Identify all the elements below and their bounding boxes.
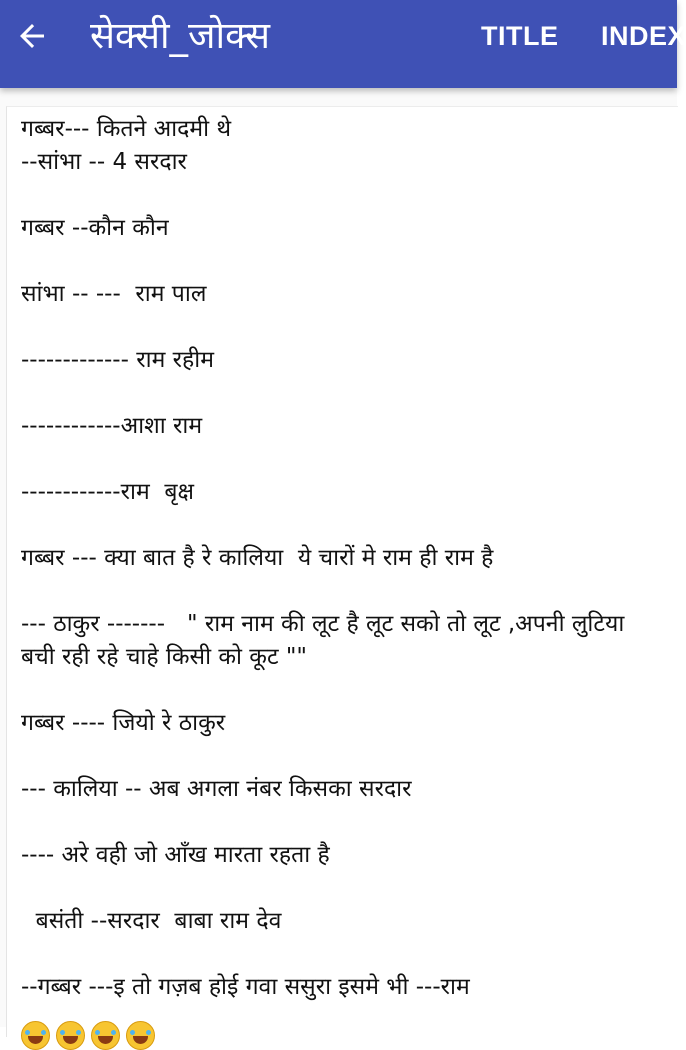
tears-of-joy-emoji: [91, 1021, 120, 1050]
title-action-button[interactable]: TITLE: [481, 21, 559, 51]
tears-of-joy-emoji: [126, 1021, 155, 1050]
page-title: सेक्सी_जोक्स: [90, 14, 271, 57]
back-button[interactable]: [10, 14, 54, 58]
index-action-button[interactable]: INDEX: [601, 21, 686, 51]
joke-text: गब्बर--- कितने आदमी थे --सांभा -- 4 सरदार गब्बर --कौन कौन सांभा -- --- राम पाल ------------- राम रहीम ------------आशा राम ------------राम बृक्ष गब्बर --- क्या बात है रे कालिया ये चारों मे राम ही राम है --- ठाकुर ------- " राम नाम की लूट है लूट सको तो लूट ,अपनी लुटिया बची रही रहे चाहे किसी को कूट "" गब्बर ---- जियो रे ठाकुर --- कालिया -- अब अगला नंबर किसका सरदार ---- अरे वही जो आँख मारता रहता है बसंती --सरदार बाबा राम देव --गब्बर ---इ तो गज़ब होई गवा ससुरा इसमे भी ---राम: [21, 116, 625, 1000]
joke-card: [6, 106, 678, 1037]
emoji-row: [21, 1021, 155, 1050]
app-bar: [0, 0, 686, 88]
content-area[interactable]: [0, 88, 677, 1027]
arrow-back-icon: [14, 18, 50, 54]
tears-of-joy-emoji: [56, 1021, 85, 1050]
tears-of-joy-emoji: [21, 1021, 50, 1050]
